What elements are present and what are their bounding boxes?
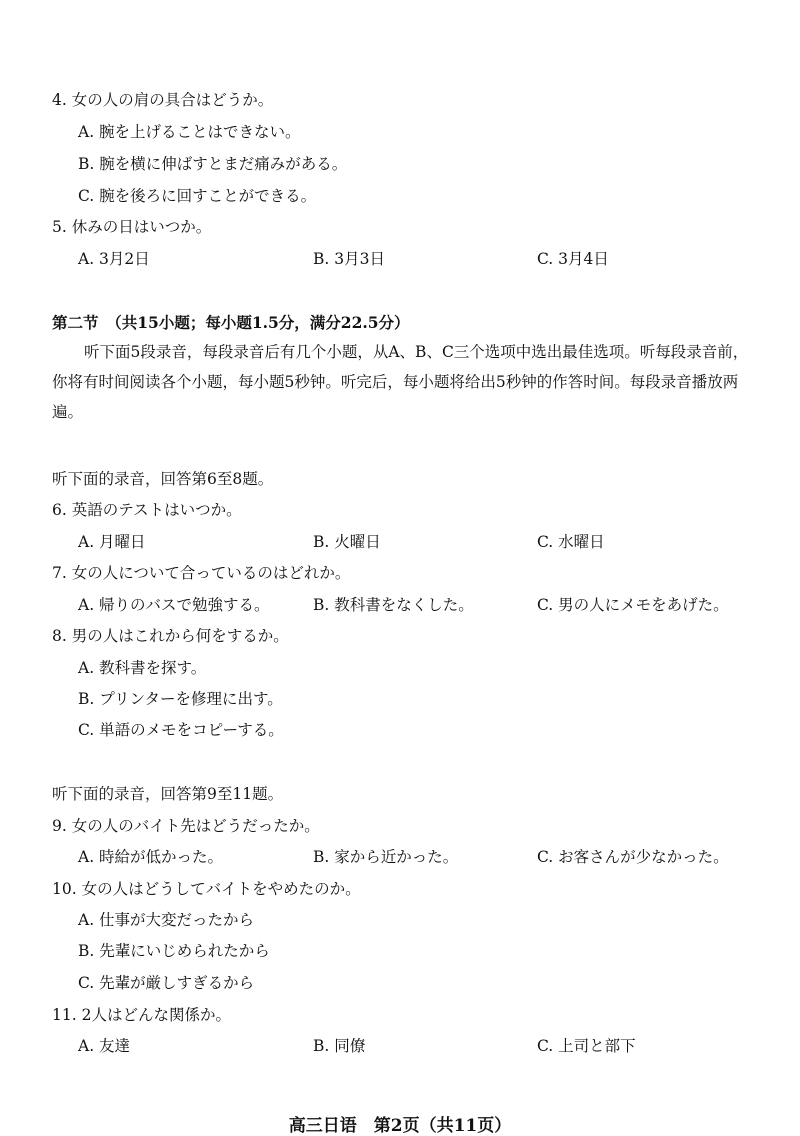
q10-option-c: C. 先輩が厳しすぎるから [78, 974, 255, 992]
q11-option-a: A. 友達 [78, 1037, 131, 1055]
question-8: 8. 男の人はこれから何をするか。 [52, 627, 289, 645]
q11-option-c: C. 上司と部下 [537, 1037, 636, 1055]
question-5: 5. 休みの日はいつか。 [52, 218, 212, 236]
q6-option-c: C. 水曜日 [537, 533, 605, 551]
q5-option-b: B. 3月3日 [313, 250, 385, 268]
q8-option-a: A. 教科書を探す。 [78, 659, 207, 677]
q4-option-a: A. 腕を上げることはできない。 [78, 123, 301, 141]
q9-option-b: B. 家から近かった。 [313, 848, 459, 866]
q5-option-a: A. 3月2日 [78, 250, 150, 268]
question-11: 11. 2人はどんな関係か。 [52, 1006, 231, 1024]
question-7: 7. 女の人について合っているのはどれか。 [52, 564, 351, 582]
q9-option-c: C. お客さんが少なかった。 [537, 848, 729, 866]
question-4: 4. 女の人の肩の具合はどうか。 [52, 91, 274, 109]
q6-option-a: A. 月曜日 [78, 533, 146, 551]
question-9: 9. 女の人のバイト先はどうだったか。 [52, 817, 320, 835]
q7-option-b: B. 教科書をなくした。 [313, 596, 474, 614]
question-10: 10. 女の人はどうしてバイトをやめたのか。 [52, 880, 361, 898]
q8-option-b: B. プリンターを修理に出す。 [78, 690, 283, 708]
q4-option-b: B. 腕を横に伸ばすとまだ痛みがある。 [78, 155, 348, 173]
q10-option-b: B. 先輩にいじめられたから [78, 942, 270, 960]
section-instructions: 听下面5段录音，每段录音后有几个小题，从A、B、C三个选项中选出最佳选项。听每段录音前，你将有时间阅读各个小题，每小题5秒钟。听完后，每小题将给出5秒钟的作答时间。每段录音播放两遍。 [52, 343, 749, 421]
page-footer: 高三日语 第2页（共11页） [288, 1116, 512, 1136]
q11-option-b: B. 同僚 [313, 1037, 366, 1055]
q7-option-c: C. 男の人にメモをあげた。 [537, 596, 729, 614]
question-6: 6. 英語のテストはいつか。 [52, 501, 242, 519]
q4-option-c: C. 腕を後ろに回すことができる。 [78, 187, 317, 205]
section-heading: 第二节 （共15小题；每小题1.5分，满分22.5分） [52, 313, 410, 332]
group-label-9-11: 听下面的录音，回答第9至11题。 [52, 785, 284, 803]
q7-option-a: A. 帰りのバスで勉強する。 [78, 596, 270, 614]
q10-option-a: A. 仕事が大変だったから [78, 911, 255, 929]
q9-option-a: A. 時給が低かった。 [78, 848, 224, 866]
q6-option-b: B. 火曜日 [313, 533, 381, 551]
group-label-6-8: 听下面的录音，回答第6至8题。 [52, 470, 274, 488]
q8-option-c: C. 単語のメモをコピーする。 [78, 721, 284, 739]
q5-option-c: C. 3月4日 [537, 250, 609, 268]
